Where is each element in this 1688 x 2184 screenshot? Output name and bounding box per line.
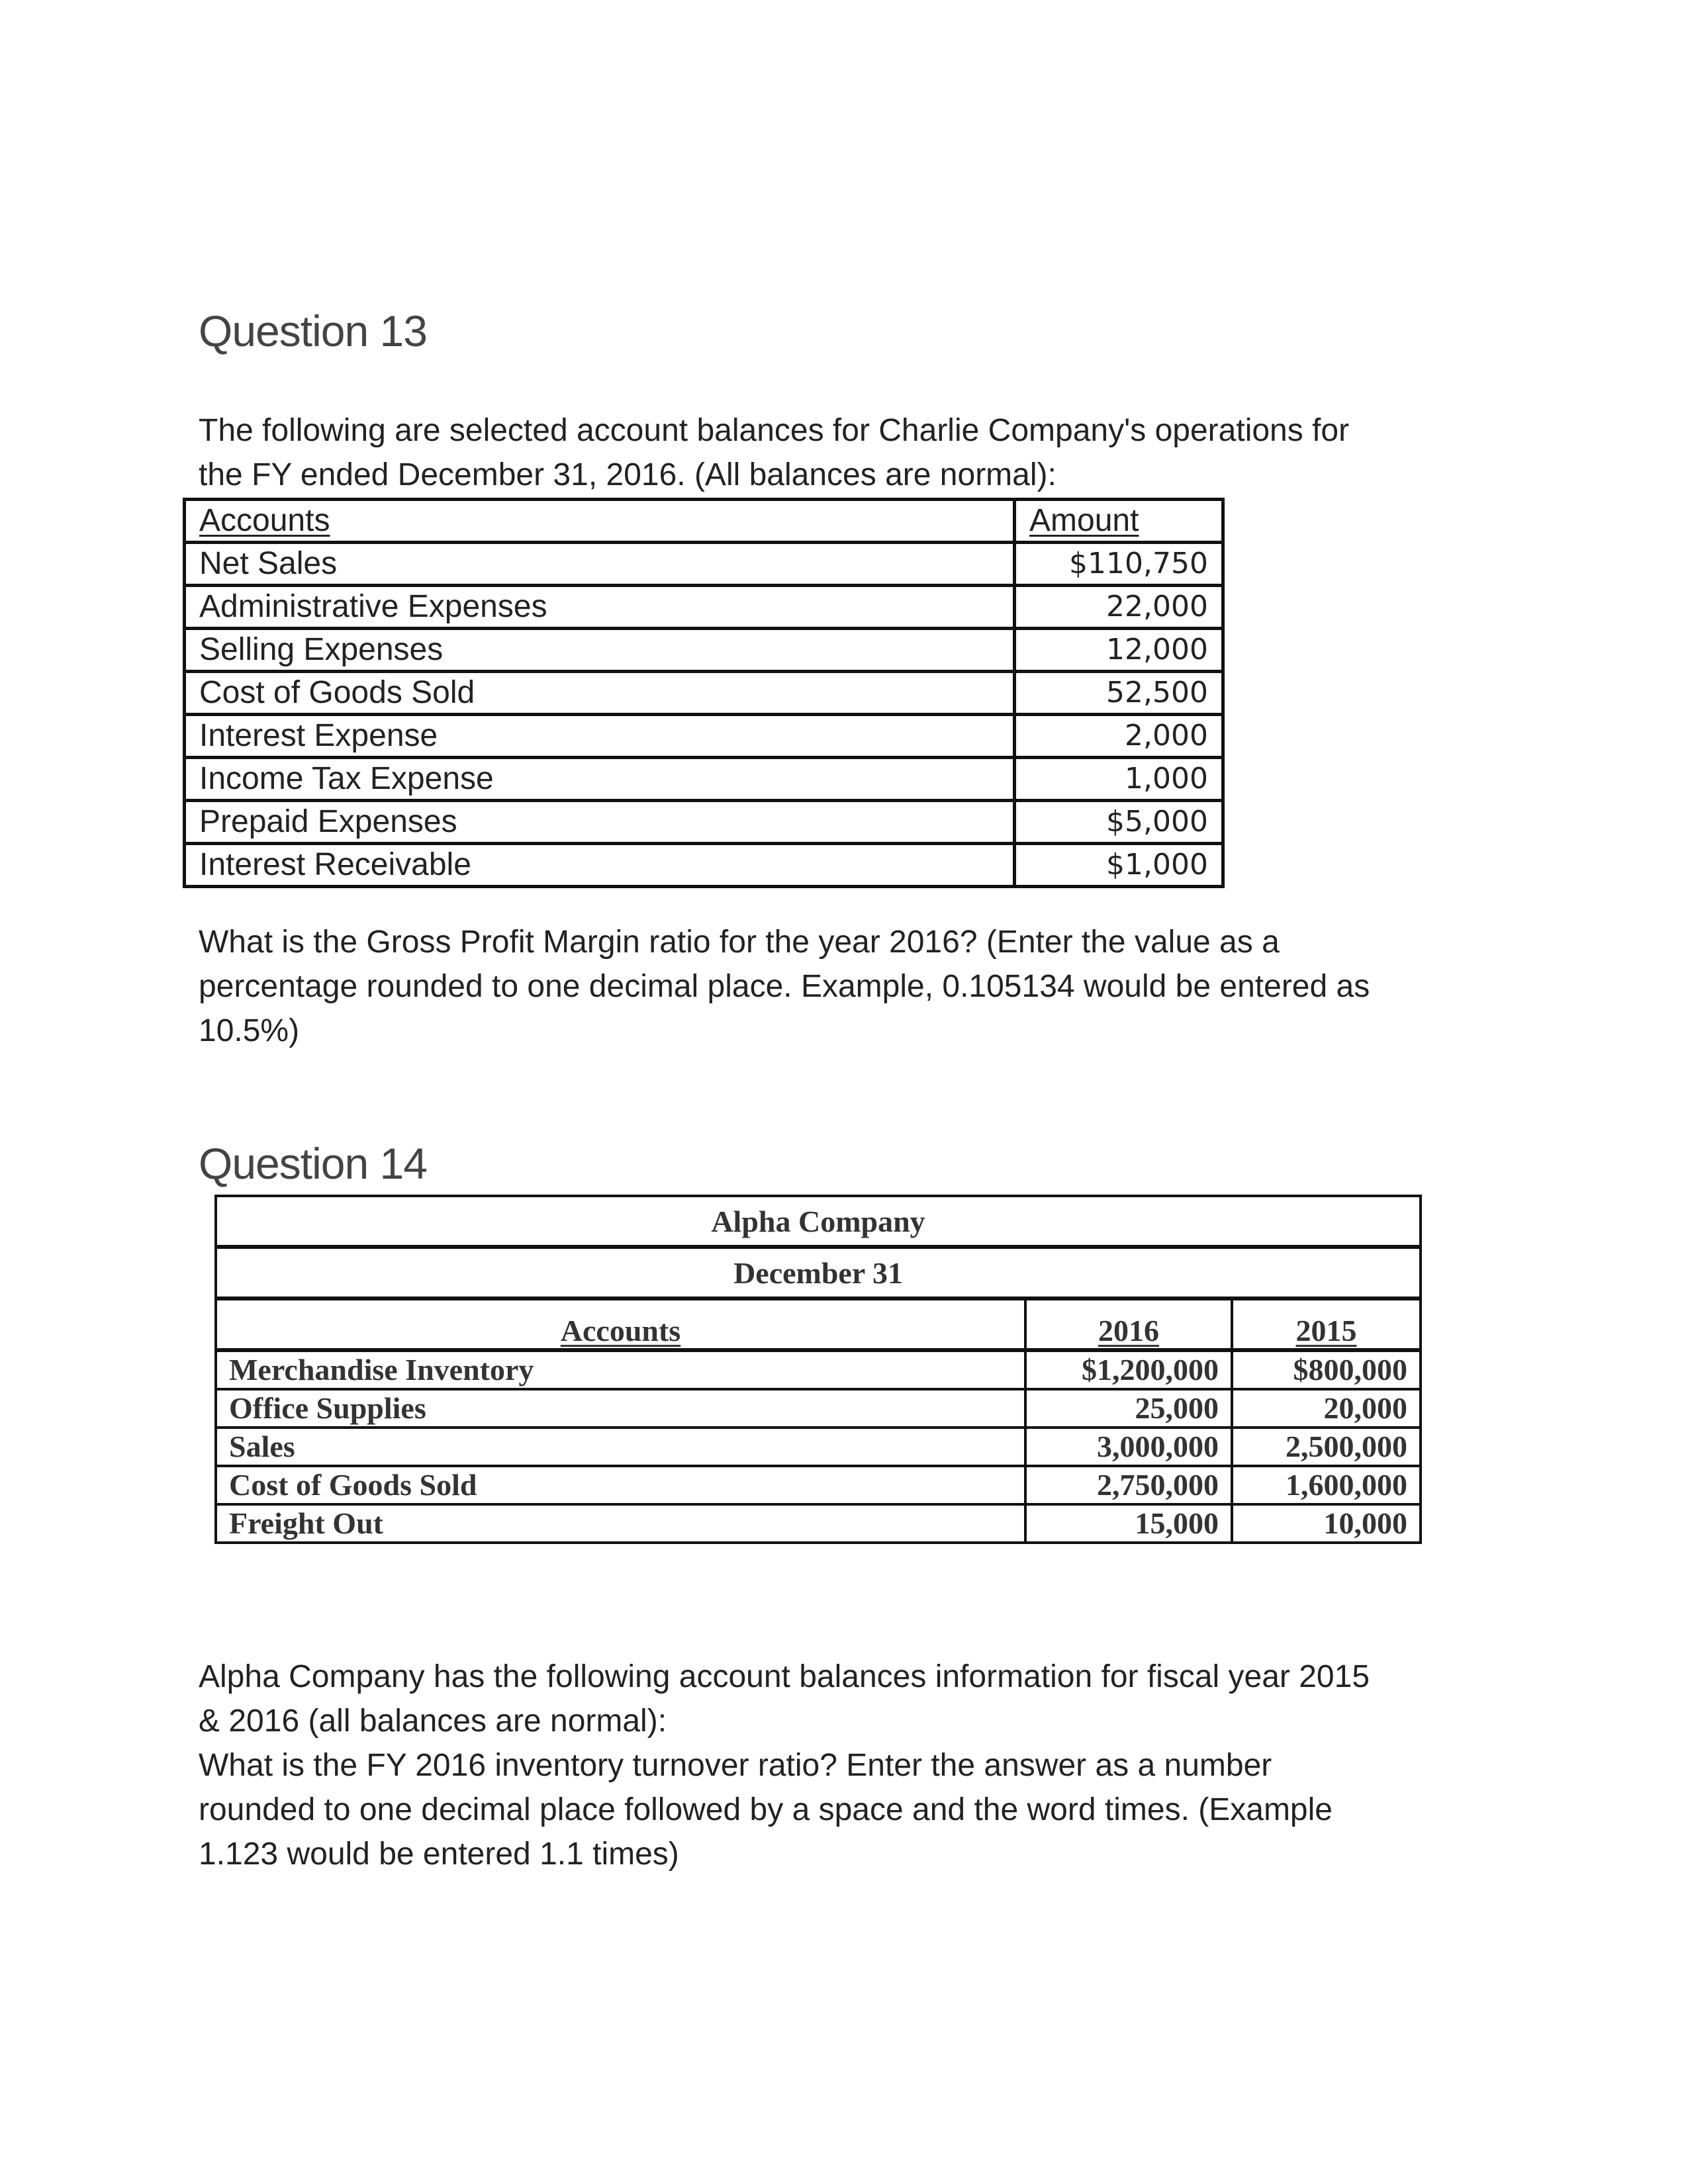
account-name: Sales bbox=[216, 1428, 1025, 1466]
value-2016: 2,750,000 bbox=[1025, 1466, 1232, 1504]
prompt-line: What is the FY 2016 inventory turnover ratio? Enter the answer as a number bbox=[199, 1748, 1272, 1783]
account-name: Office Supplies bbox=[216, 1389, 1025, 1428]
table-row bbox=[185, 715, 1223, 758]
table-row bbox=[185, 543, 1223, 586]
question-14-title: Question 14 bbox=[199, 1139, 427, 1188]
prompt-line: rounded to one decimal place followed by a space and the word times. (Example bbox=[199, 1792, 1333, 1827]
account-amount: $110,750 bbox=[1015, 543, 1223, 586]
question-13-intro bbox=[199, 408, 1523, 497]
table-row bbox=[185, 672, 1223, 715]
account-name: Cost of Goods Sold bbox=[185, 672, 1015, 715]
table-row bbox=[216, 1428, 1421, 1466]
question-13-prompt bbox=[199, 920, 1523, 1053]
account-name: Administrative Expenses bbox=[185, 586, 1015, 629]
account-name: Interest Expense bbox=[185, 715, 1015, 758]
table-row bbox=[185, 758, 1223, 801]
table-row bbox=[216, 1466, 1421, 1504]
table-row bbox=[185, 586, 1223, 629]
account-name: Net Sales bbox=[185, 543, 1015, 586]
header-accounts: Accounts bbox=[185, 500, 1015, 543]
table-row bbox=[216, 1504, 1421, 1543]
account-amount: 2,000 bbox=[1015, 715, 1223, 758]
prompt-line: What is the Gross Profit Margin ratio for the year 2016? (Enter the value as a bbox=[199, 925, 1280, 960]
intro-line: the FY ended December 31, 2016. (All balances are normal): bbox=[199, 457, 1056, 492]
table-header-row bbox=[216, 1298, 1421, 1350]
header-amount: Amount bbox=[1015, 500, 1223, 543]
value-2015: 1,600,000 bbox=[1232, 1466, 1421, 1504]
account-amount: $1,000 bbox=[1015, 844, 1223, 887]
header-2015: 2015 bbox=[1232, 1298, 1421, 1350]
account-name: Selling Expenses bbox=[185, 629, 1015, 672]
account-amount: 12,000 bbox=[1015, 629, 1223, 672]
alpha-company-balances-table bbox=[214, 1195, 1422, 1544]
prompt-line: Alpha Company has the following account balances information for fiscal year 2015 bbox=[199, 1659, 1370, 1694]
table-title-row bbox=[216, 1196, 1421, 1247]
table-date-row bbox=[216, 1247, 1421, 1298]
table-header-row bbox=[185, 500, 1223, 543]
table-row bbox=[185, 629, 1223, 672]
question-14-prompt bbox=[199, 1655, 1523, 1876]
account-amount: $5,000 bbox=[1015, 801, 1223, 844]
charlie-company-balances-table bbox=[183, 498, 1225, 888]
table-row bbox=[185, 801, 1223, 844]
header-accounts: Accounts bbox=[216, 1298, 1025, 1350]
account-name: Cost of Goods Sold bbox=[216, 1466, 1025, 1504]
account-name: Interest Receivable bbox=[185, 844, 1015, 887]
value-2015: 20,000 bbox=[1232, 1389, 1421, 1428]
table-row bbox=[216, 1389, 1421, 1428]
value-2015: $800,000 bbox=[1232, 1350, 1421, 1389]
prompt-line: 1.123 would be entered 1.1 times) bbox=[199, 1837, 679, 1872]
account-amount: 22,000 bbox=[1015, 586, 1223, 629]
header-2016: 2016 bbox=[1025, 1298, 1232, 1350]
question-13-title: Question 13 bbox=[199, 306, 427, 355]
prompt-line: 10.5%) bbox=[199, 1013, 300, 1048]
table-row bbox=[216, 1350, 1421, 1389]
account-amount: 1,000 bbox=[1015, 758, 1223, 801]
table-row bbox=[185, 844, 1223, 887]
value-2015: 10,000 bbox=[1232, 1504, 1421, 1543]
intro-line: The following are selected account balances for Charlie Company's operations for bbox=[199, 413, 1350, 448]
value-2016: 3,000,000 bbox=[1025, 1428, 1232, 1466]
prompt-line: & 2016 (all balances are normal): bbox=[199, 1704, 667, 1739]
value-2016: $1,200,000 bbox=[1025, 1350, 1232, 1389]
account-name: Prepaid Expenses bbox=[185, 801, 1015, 844]
company-name: Alpha Company bbox=[216, 1196, 1421, 1247]
value-2016: 15,000 bbox=[1025, 1504, 1232, 1543]
account-name: Merchandise Inventory bbox=[216, 1350, 1025, 1389]
account-name: Freight Out bbox=[216, 1504, 1025, 1543]
prompt-line: percentage rounded to one decimal place. Example, 0.105134 would be entered as bbox=[199, 969, 1370, 1004]
value-2015: 2,500,000 bbox=[1232, 1428, 1421, 1466]
statement-date: December 31 bbox=[216, 1247, 1421, 1298]
account-name: Income Tax Expense bbox=[185, 758, 1015, 801]
account-amount: 52,500 bbox=[1015, 672, 1223, 715]
value-2016: 25,000 bbox=[1025, 1389, 1232, 1428]
